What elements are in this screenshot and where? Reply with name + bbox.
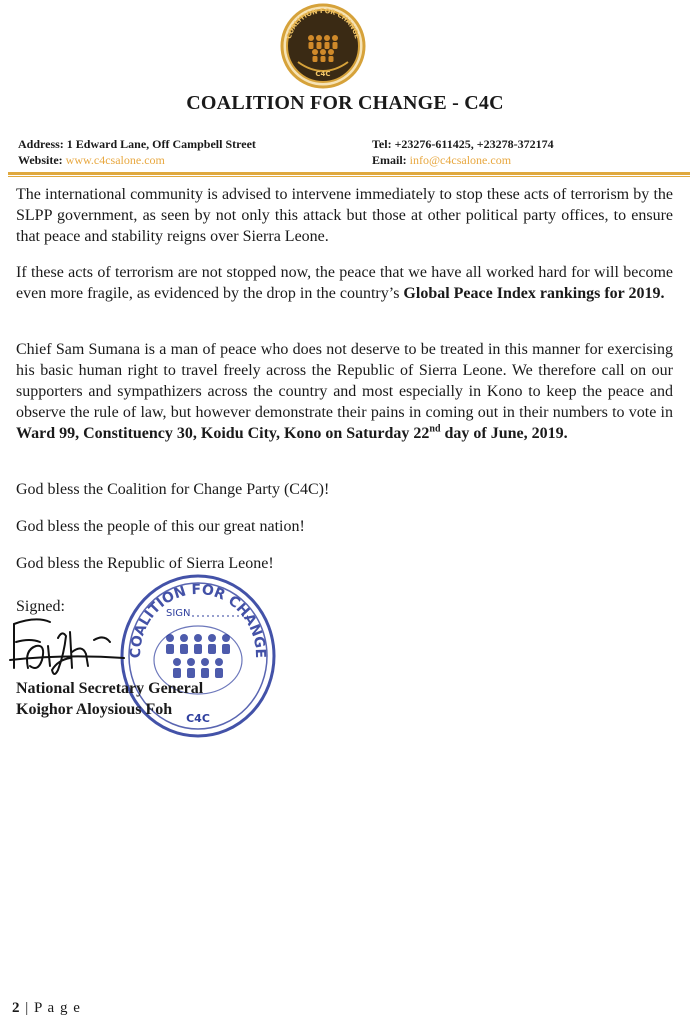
p3-bold-a: Ward 99, Constituency 30, Koidu City, Kono on Saturday 22: [16, 425, 430, 442]
contact-left: [18, 136, 256, 168]
email-label: Email:: [372, 153, 407, 167]
bless-republic: God bless the Republic of Sierra Leone!: [16, 555, 274, 572]
paragraph-international-community: [16, 184, 673, 247]
p2-text: If these acts of terrorism are not stopped now, the peace that we have all worked hard for will become even more fragile, as evidenced by the drop in the country’s: [16, 264, 673, 302]
page-label: P a g e: [34, 1000, 81, 1016]
page-number: 2: [12, 1000, 21, 1016]
p3-bold-b: day of June, 2019.: [440, 425, 568, 442]
tel-value: +23276-611425, +23278-372174: [394, 137, 554, 151]
stamp-people-icon: [166, 634, 230, 678]
organization-title: COALITION FOR CHANGE - C4C: [186, 92, 504, 114]
header-divider: [8, 172, 690, 175]
website-label: Website:: [18, 153, 63, 167]
website-link[interactable]: www.c4csalone.com: [65, 153, 165, 167]
contact-right: [372, 136, 554, 168]
stamp-bottom-text: C4C: [186, 712, 210, 725]
logo-ring-text: COALITION FOR CHANGE: [284, 6, 362, 40]
signatory-position: National Secretary General: [16, 680, 204, 697]
stamp-sign-text: SIGN: [166, 608, 191, 619]
header-divider-thin: [8, 176, 690, 177]
signatory-name: Koighor Aloysious Foh: [16, 701, 173, 718]
p3-sup: nd: [429, 423, 441, 435]
p3-text: Chief Sam Sumana is a man of peace who does not deserve to be treated in this manner for exercising his basic human right to travel freely across the Republic of Sierra Leone. We therefore call on our supporters and sympathizers across the country and most especially in Kono to keep the peace and observe the rule of law, but however demonstrate their pains in coming out in their numbers to vote in: [16, 341, 673, 421]
address-label: Address:: [18, 137, 64, 151]
tel-label: Tel:: [372, 137, 392, 151]
logo-center-text: C4C: [315, 70, 331, 78]
paragraph-chief-sam-sumana: [16, 339, 673, 444]
footer-separator: |: [25, 1000, 30, 1016]
p2-bold: Global Peace Index rankings for 2019.: [403, 285, 665, 302]
page-footer: [12, 1000, 81, 1017]
p1-text: The international community is advised to intervene immediately to stop these acts of terrorism by the SLPP government, as seen by not only this attack but those at other political party offices, to ensure that peace and stability reigns over Sierra Leone.: [16, 186, 673, 245]
bless-people: God bless the people of this our great nation!: [16, 518, 305, 535]
address-value: 1 Edward Lane, Off Campbell Street: [66, 137, 256, 151]
bless-party: God bless the Coalition for Change Party (C4C)!: [16, 481, 330, 498]
stamp-ring-text: COALITION FOR CHANGE: [127, 581, 269, 659]
email-link[interactable]: info@c4csalone.com: [409, 153, 512, 167]
c4c-logo: [278, 2, 368, 90]
paragraph-acts-of-terrorism: [16, 262, 673, 304]
handwritten-signature: [6, 610, 126, 680]
signed-label: Signed:: [16, 598, 65, 615]
